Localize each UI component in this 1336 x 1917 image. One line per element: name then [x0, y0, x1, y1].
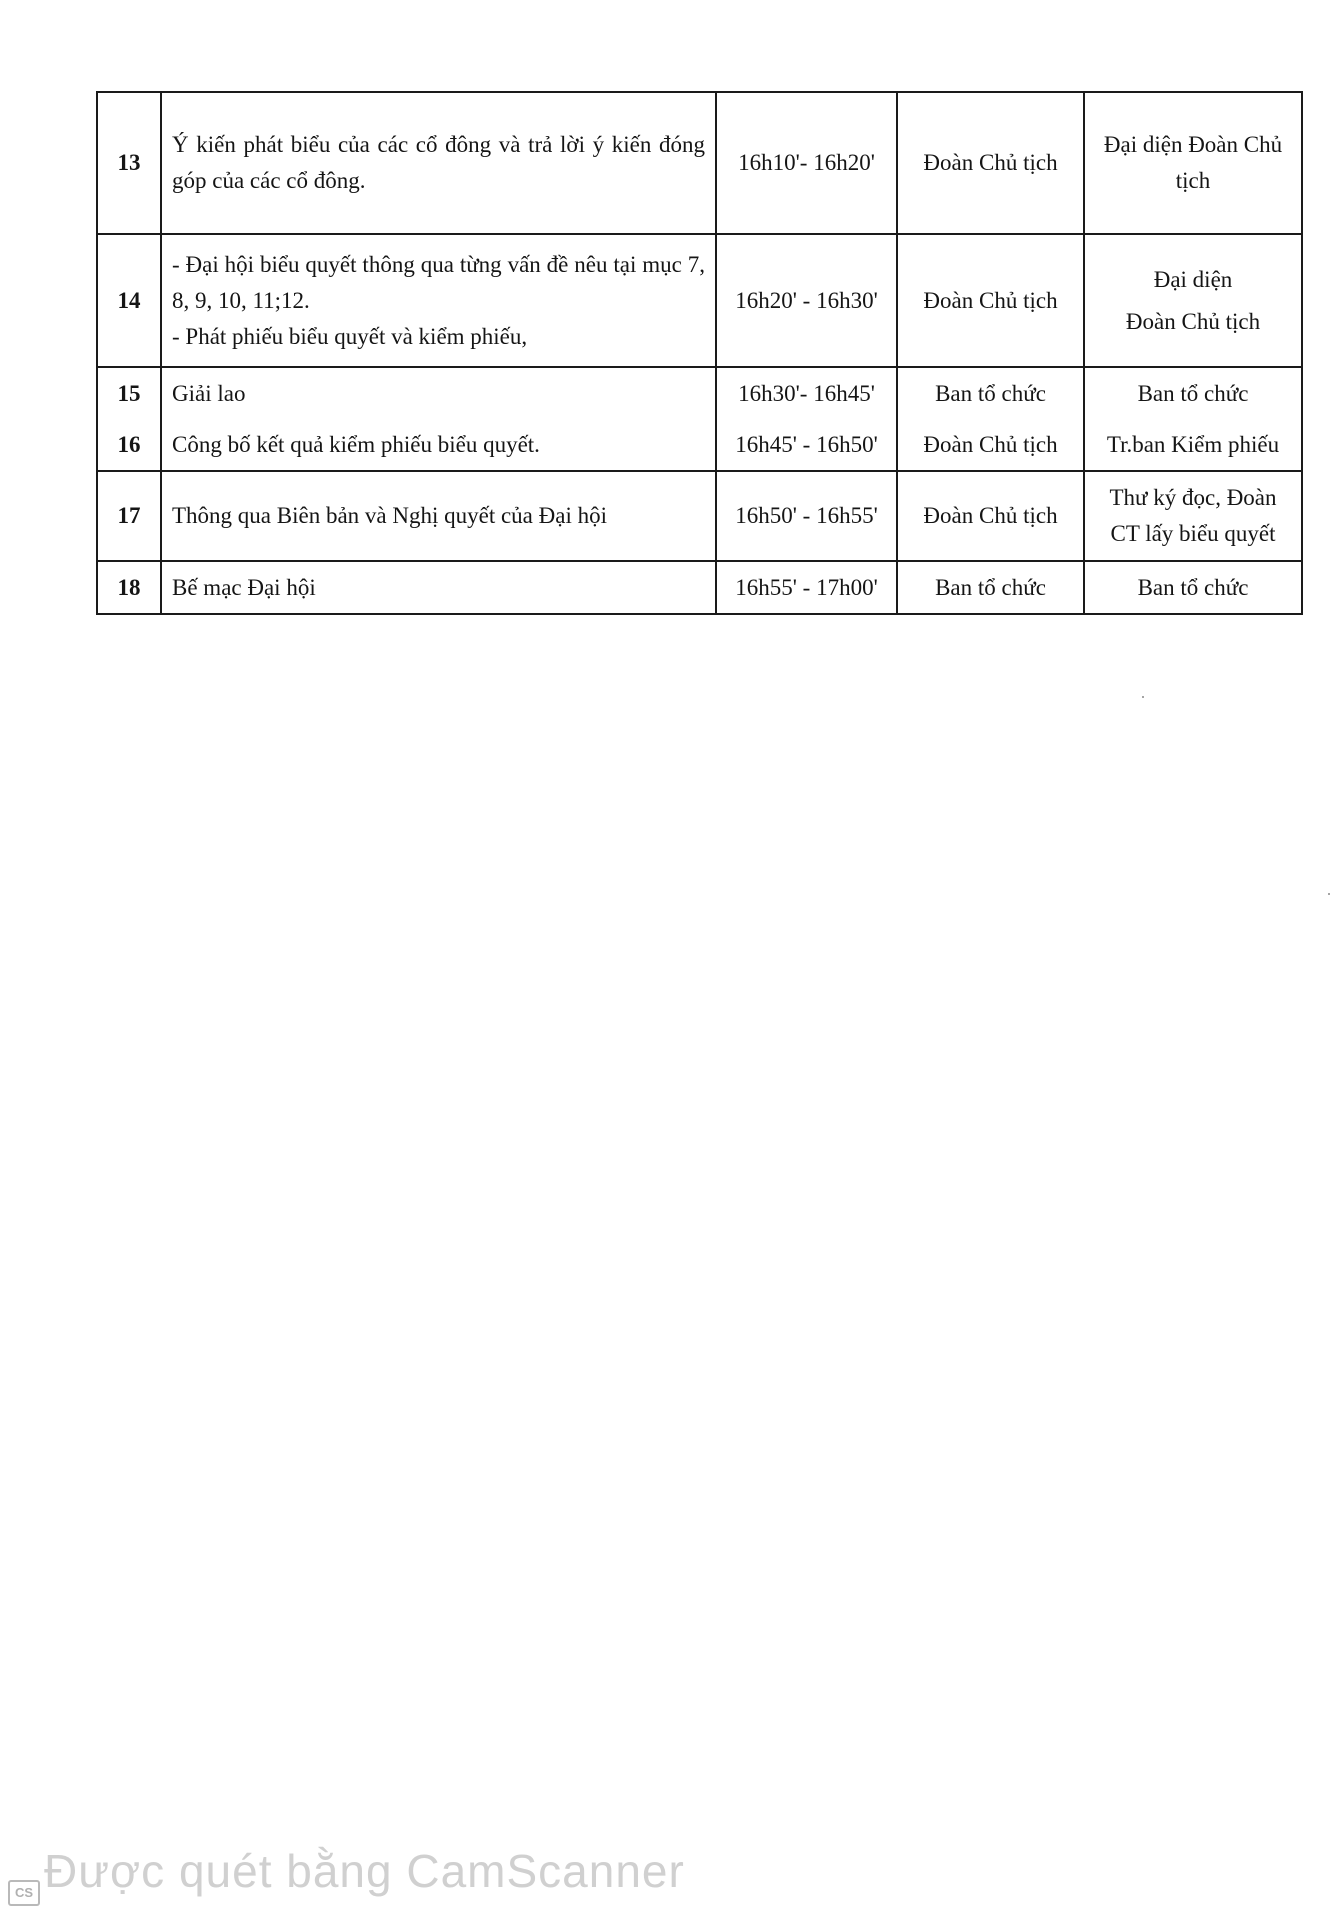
agenda-item-content: [161, 234, 716, 367]
presenter-line: Đại diện Đoàn Chủ tịch: [1103, 132, 1283, 193]
time-slot: 16h10'- 16h20': [716, 92, 897, 234]
time-slot: 16h20' - 16h30': [716, 234, 897, 367]
time-slot: 16h30'- 16h45': [716, 367, 897, 419]
presenter: [1084, 234, 1302, 367]
row-number: 13: [97, 92, 161, 234]
scanner-footer: [0, 1845, 1336, 1917]
table-row: [97, 471, 1302, 561]
table-row: [97, 561, 1302, 614]
presenter-line: Đại diện: [1153, 266, 1233, 292]
content-line: Bế mạc Đại hội: [172, 574, 316, 600]
row-number: 14: [97, 234, 161, 367]
camscanner-logo: CS: [8, 1880, 40, 1906]
content-line: - Phát phiếu biểu quyết và kiểm phiếu,: [172, 323, 528, 349]
scanner-watermark: Được quét bằng CamScanner: [44, 1845, 685, 1897]
responsible-body: Ban tổ chức: [897, 367, 1084, 419]
responsible-body: Đoàn Chủ tịch: [897, 471, 1084, 561]
time-slot: 16h50' - 16h55': [716, 471, 897, 561]
table-row: [97, 234, 1302, 367]
agenda-item-content: [161, 561, 716, 614]
table-row: [97, 92, 1302, 234]
agenda-item-content: [161, 471, 716, 561]
presenter: [1084, 367, 1302, 419]
row-number: 18: [97, 561, 161, 614]
table-row: [97, 419, 1302, 471]
responsible-body: Ban tổ chức: [897, 561, 1084, 614]
scan-speck: [1328, 893, 1330, 895]
content-line: Thông qua Biên bản và Nghị quyết của Đại hội: [172, 503, 607, 528]
content-line: Giải lao: [172, 380, 246, 406]
responsible-body: Đoàn Chủ tịch: [897, 234, 1084, 367]
presenter-line: Ban tổ chức: [1137, 574, 1249, 600]
presenter-line: Ban tổ chức: [1137, 380, 1249, 406]
scan-speck: [1142, 696, 1144, 698]
presenter-line: Thư ký đọc, Đoàn CT lấy biểu quyết: [1109, 485, 1277, 546]
agenda-item-content: [161, 419, 716, 471]
content-line: Công bố kết quả kiểm phiếu biểu quyết.: [172, 431, 540, 457]
time-slot: 16h55' - 17h00': [716, 561, 897, 614]
presenter-line: Đoàn Chủ tịch: [1125, 308, 1261, 334]
table-row: [97, 367, 1302, 419]
row-number: 17: [97, 471, 161, 561]
presenter: [1084, 92, 1302, 234]
responsible-body: Đoàn Chủ tịch: [897, 419, 1084, 471]
presenter: [1084, 419, 1302, 471]
agenda-table: [96, 91, 1303, 615]
row-number: 15: [97, 367, 161, 419]
presenter: [1084, 471, 1302, 561]
content-line: - Đại hội biểu quyết thông qua từng vấn đề nêu tại mục 7, 8, 9, 10, 11;12.: [172, 251, 705, 313]
agenda-item-content: [161, 92, 716, 234]
presenter: [1084, 561, 1302, 614]
agenda-item-content: [161, 367, 716, 419]
row-number: 16: [97, 419, 161, 471]
presenter-line: Tr.ban Kiểm phiếu: [1106, 431, 1280, 457]
content-line: Ý kiến phát biểu của các cổ đông và trả lời ý kiến đóng góp của các cổ đông.: [172, 132, 705, 193]
time-slot: 16h45' - 16h50': [716, 419, 897, 471]
responsible-body: Đoàn Chủ tịch: [897, 92, 1084, 234]
